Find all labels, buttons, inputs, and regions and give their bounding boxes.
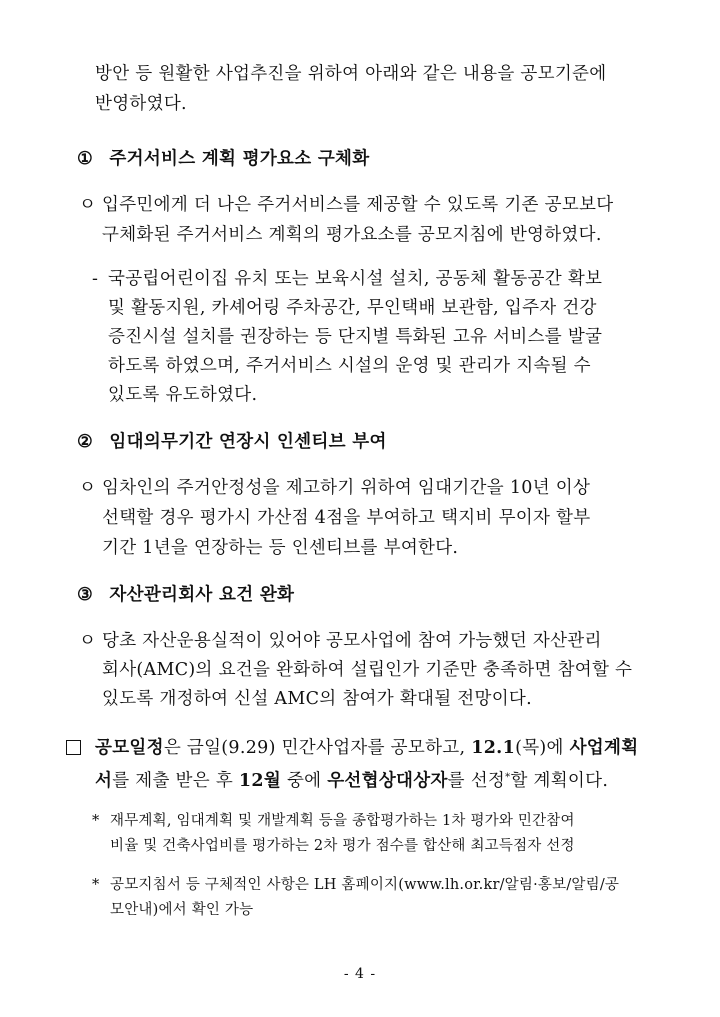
section-2-bullet: ㅇ: [79, 478, 97, 498]
schedule-text-3: 를 제출 받은 후: [112, 771, 239, 791]
schedule-footnote-mark: *: [505, 772, 511, 783]
note-2-line-1: 공모지침서 등 구체적인 사항은 LH 홈페이지(www.lh.or.kr/알림·홍보/알림/공: [110, 877, 620, 893]
section-1-dash: -: [92, 269, 99, 289]
schedule-line-2: [95, 767, 608, 792]
schedule-text-2: (목)에: [515, 738, 570, 758]
section-3-para-line-2: 회사(AMC)의 요건을 완화하여 설립인가 기준만 충족하면 참여할 수: [102, 660, 633, 680]
section-2-para-line-2: 선택할 경우 평가시 가산점 4점을 부여하고 택지비 무이자 할부: [102, 508, 591, 528]
section-3-number: ③: [77, 585, 93, 605]
section-1-title: 주거서비스 계획 평가요소 구체화: [109, 149, 370, 169]
intro-line-2: 반영하였다.: [95, 94, 187, 114]
section-2-title: 임대의무기간 연장시 인센티브 부여: [109, 432, 387, 452]
section-1-sub-line-4: 하도록 하였으며, 주거서비스 시설의 운영 및 관리가 지속될 수: [108, 356, 591, 376]
section-1-sub-line-3: 증진시설 설치를 권장하는 등 단지별 특화된 고유 서비스를 발굴: [108, 327, 603, 347]
section-1-para-line-2: 구체화된 주거서비스 계획의 평가요소를 공모지침에 반영하였다.: [102, 225, 602, 245]
section-1-sub-line-5: 있도록 유도하였다.: [108, 385, 258, 405]
schedule-line-1: [95, 737, 638, 759]
section-2-para-line-1: 임차인의 주거안정성을 제고하기 위하여 임대기간을 10년 이상: [102, 478, 591, 498]
section-1-para-line-1: 입주민에게 더 나은 주거서비스를 제공할 수 있도록 기존 공모보다: [102, 195, 614, 215]
schedule-bold-3: 사업계획: [569, 738, 639, 758]
schedule-bold-1: 공모일정: [95, 738, 164, 758]
schedule-text-6: 할 계획이다.: [510, 771, 609, 791]
section-3-para-line-1: 당초 자산운용실적이 있어야 공모사업에 참여 가능했던 자산관리: [102, 631, 602, 651]
section-2-para-line-3: 기간 1년을 연장하는 등 인센티브를 부여한다.: [102, 538, 459, 558]
section-1-sub-line-1: 국공립어린이집 유치 또는 보육시설 설치, 공동체 활동공간 확보: [108, 269, 603, 289]
section-3-bullet: ㅇ: [79, 631, 97, 651]
schedule-bold-5: 12월: [238, 771, 282, 791]
checkbox-square-icon: [66, 740, 81, 755]
section-3-para-line-3: 있도록 개정하여 신설 AMC의 참여가 확대될 전망이다.: [102, 689, 532, 709]
schedule-text-5: 를 선정: [447, 771, 506, 791]
intro-line-1: 방안 등 원활한 사업추진을 위하여 아래와 같은 내용을 공모기준에: [95, 64, 607, 84]
section-2-number: ②: [77, 432, 93, 452]
section-1-bullet: ㅇ: [79, 195, 97, 215]
note-1-line-1: 재무계획, 임대계획 및 개발계획 등을 종합평가하는 1차 평가와 민간참여: [110, 813, 575, 829]
section-3-heading: [77, 584, 294, 606]
schedule-bold-6: 우선협상대상자: [327, 771, 448, 791]
note-1-line-2: 비율 및 건축사업비를 평가하는 2차 평가 점수를 합산해 최고득점자 선정: [110, 838, 575, 854]
schedule-bold-4: 서: [95, 771, 113, 791]
page-number: - 4 -: [343, 966, 377, 982]
note-2-line-2: 모안내)에서 확인 가능: [110, 902, 254, 918]
schedule-text-4: 중에: [281, 771, 328, 791]
section-3-title: 자산관리회사 요건 완화: [109, 585, 295, 605]
schedule-bold-2: 12.1: [471, 738, 516, 758]
schedule-text-1: 은 금일(9.29) 민간사업자를 공모하고,: [163, 738, 472, 758]
section-1-heading: [77, 148, 369, 170]
section-1-sub-line-2: 및 활동지원, 카셰어링 주차공간, 무인택배 보관함, 입주자 건강: [108, 298, 597, 318]
section-1-number: ①: [77, 149, 93, 169]
note-1-mark: *: [92, 813, 100, 829]
section-2-heading: [77, 431, 387, 453]
note-2-mark: *: [92, 877, 100, 893]
